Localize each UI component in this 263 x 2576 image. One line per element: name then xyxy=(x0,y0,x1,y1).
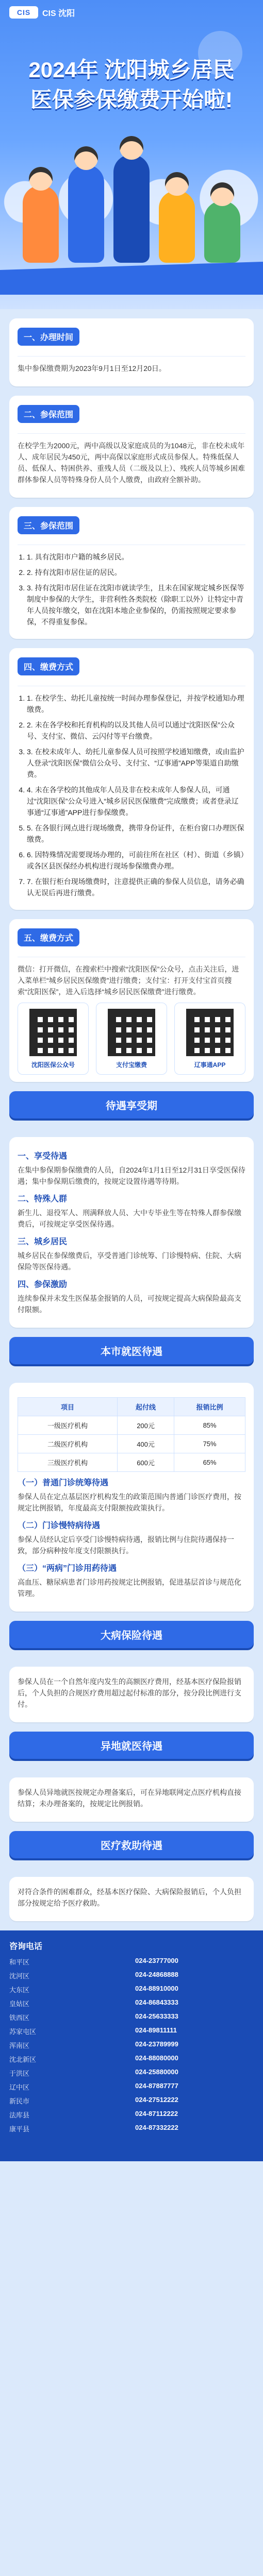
policy-card xyxy=(9,1137,254,1328)
table-row xyxy=(18,1435,245,1453)
benefit-table xyxy=(18,1397,245,1472)
brand-text: CIS 沈阳 xyxy=(42,9,75,18)
contact-value: 024-23789999 xyxy=(135,2040,178,2048)
title-line-2: 医保参保缴费开始啦! xyxy=(30,88,233,112)
content xyxy=(0,309,263,1082)
contact-key: 铁西区 xyxy=(9,2014,30,2022)
section-card xyxy=(9,396,254,498)
person-icon xyxy=(159,191,195,263)
page-title xyxy=(0,57,263,113)
policy-title: 一、享受待遇 xyxy=(18,1152,68,1161)
table-cell: 75% xyxy=(174,1435,245,1453)
benefit-card xyxy=(9,1383,254,1612)
section-banner: 异地就医待遇 xyxy=(9,1732,254,1759)
policy-title: 二、特殊人群 xyxy=(18,1195,68,1204)
person-head-icon xyxy=(74,146,98,170)
info-text: 对符合条件的困难群众，经基本医疗保险、大病保险报销后，个人负担部分按规定给予医疗救助。 xyxy=(18,1888,241,1907)
person-icon xyxy=(113,155,150,263)
benefit-text: 参保人员经认定后享受门诊慢特病待遇，报销比例与住院待遇保持一致，部分病种按年度支付限额执行。 xyxy=(18,1535,234,1555)
contact-value: 024-27512222 xyxy=(135,2096,178,2104)
contact-value: 024-87112222 xyxy=(135,2110,178,2117)
content xyxy=(0,1657,263,1722)
section-banner: 医疗救助待遇 xyxy=(9,1831,254,1858)
contact-key: 新民市 xyxy=(9,2097,30,2105)
table-row xyxy=(18,1453,245,1472)
footer-title: 咨询电话 xyxy=(9,1942,43,1951)
table-cell: 600元 xyxy=(117,1453,174,1472)
benefit-text: 高血压、糖尿病患者门诊用药按规定比例报销，促进基层首诊与规范化管理。 xyxy=(18,1578,241,1598)
list-item: 4. 4. 未在各学校的其他成年人员及非在校未成年人参保人员，可通过“沈阳医保”公众号进入“城乡居民医保缴费”完成缴费；或者登录辽事通“辽事通”APP进行参保缴费。 xyxy=(27,784,245,818)
section-card xyxy=(9,318,254,386)
table-cell: 二级医疗机构 xyxy=(18,1435,118,1453)
contact-value: 024-87332222 xyxy=(135,2124,178,2131)
section-text: 微信：打开微信，在搜索栏中搜索“沈阳医保”公众号，点击关注后，进入菜单栏“城乡居民医保缴费”进行缴费；支付宝：打开支付宝首页搜索“沈阳医保”，进入后选择“城乡居民医保缴费”进行缴费。 xyxy=(18,965,239,996)
person-head-icon xyxy=(29,167,53,191)
title-line-1: 2024年 沈阳城乡居民 xyxy=(28,58,235,82)
section-list xyxy=(18,692,245,899)
qr-card xyxy=(174,1003,245,1075)
qr-caption: 支付宝缴费 xyxy=(116,1061,147,1069)
contact-key: 辽中区 xyxy=(9,2083,30,2091)
policy-text: 连续参保并未发生医保基金报销的人员，可按规定提高大病保险最高支付限额。 xyxy=(18,1294,241,1314)
person-head-icon xyxy=(120,136,143,160)
table-header: 起付线 xyxy=(117,1398,174,1416)
table-header: 项目 xyxy=(18,1398,118,1416)
info-card xyxy=(9,1667,254,1722)
policy-text: 新生儿、退役军人、刑满释放人员、大中专毕业生等在特殊人群参保缴费后，可按规定享受医保待遇。 xyxy=(18,1209,241,1228)
table-row xyxy=(18,1416,245,1435)
qr-caption: 辽事通APP xyxy=(194,1061,226,1069)
info-text: 参保人员在一个自然年度内发生的高额医疗费用，经基本医疗保险报销后，个人负担的合规医疗费用超过起付标准的部分，按分段比例进行支付。 xyxy=(18,1677,241,1708)
section-card xyxy=(9,648,254,910)
qr-row xyxy=(18,1003,245,1075)
contact-value: 024-86843333 xyxy=(135,1998,178,2006)
section-list xyxy=(18,551,245,628)
content xyxy=(0,1868,263,1921)
content xyxy=(0,1128,263,1328)
table-header: 报销比例 xyxy=(174,1398,245,1416)
contact-key: 和平区 xyxy=(9,1958,30,1966)
benefit-title: （二）门诊慢特病待遇 xyxy=(18,1521,101,1530)
content xyxy=(0,1768,263,1822)
table-cell: 三级医疗机构 xyxy=(18,1453,118,1472)
table-cell: 400元 xyxy=(117,1435,174,1453)
contact-key: 于洪区 xyxy=(9,2070,30,2077)
section-banner: 待遇享受期 xyxy=(9,1091,254,1118)
qr-caption: 沈阳医保公众号 xyxy=(31,1061,75,1069)
section-tag: 二、参保范围 xyxy=(18,405,79,423)
benefit-title: （三）“两病”门诊用药待遇 xyxy=(18,1564,117,1573)
table-cell: 200元 xyxy=(117,1416,174,1435)
footer xyxy=(0,1930,263,2161)
header-hero xyxy=(0,0,263,309)
list-item: 1. 1. 具有沈阳市户籍的城乡居民。 xyxy=(27,551,245,563)
person-head-icon xyxy=(210,182,234,206)
list-item: 3. 3. 在校未成年人、幼托儿童参保人员可按照学校通知缴费，或由监护人登录“沈阳医保”微信公众号、支付宝、“辽事通”APP等渠道自助缴费。 xyxy=(27,746,245,780)
section-text: 在校学生为2000元，两中高级以及家庭成员的为1048元，非在校未成年人、成年居民为450元，两中高保以家庭形式成员参保人。特殊低保人员、低保人、特困供养、重残人员（二级及以上）、残疾人员等城乡困难群体参保人员等特殊身份人员个人缴费，由政府全额补助。 xyxy=(18,442,245,484)
section-banner: 大病保险待遇 xyxy=(9,1621,254,1648)
policy-text: 城乡居民在参保缴费后，享受普通门诊统筹、门诊慢特病、住院、大病保险等医保待遇。 xyxy=(18,1251,241,1271)
contact-value: 024-25633333 xyxy=(135,2012,178,2020)
policy-text: 在集中参保期参保缴费的人员，自2024年1月1日至12月31日享受医保待遇；集中参保期后缴费的，按规定设置待遇等待期。 xyxy=(18,1166,245,1185)
section-card xyxy=(9,507,254,639)
contact-key: 苏家屯区 xyxy=(9,2028,37,2036)
list-item: 6. 6. 因特殊情况需要现场办理的，可前往所在社区（村）、街道（乡镇）或各区县医保经办机构进行现场参保缴费办理。 xyxy=(27,849,245,872)
info-text: 参保人员异地就医按规定办理备案后，可在异地联网定点医疗机构直接结算；未办理备案的，按规定比例报销。 xyxy=(18,1788,241,1808)
qr-code-icon xyxy=(186,1009,234,1056)
policy-title: 四、参保激励 xyxy=(18,1280,68,1289)
table-cell: 85% xyxy=(174,1416,245,1435)
contact-grid xyxy=(9,1957,254,2133)
contact-key: 沈河区 xyxy=(9,1972,30,1980)
contact-value: 024-25880000 xyxy=(135,2068,178,2076)
benefit-title: （一）普通门诊统筹待遇 xyxy=(18,1479,109,1487)
table-cell: 65% xyxy=(174,1453,245,1472)
brand-logo: CIS xyxy=(9,6,38,19)
contact-value: 024-88080000 xyxy=(135,2054,178,2062)
family-illustration xyxy=(21,129,242,263)
brand xyxy=(9,6,75,19)
contact-value: 024-23777000 xyxy=(135,1957,178,1964)
section-tag: 五、缴费方式 xyxy=(18,928,79,946)
list-item: 5. 5. 在各银行网点进行现场缴费，携带身份证件，在柜台窗口办理医保缴费。 xyxy=(27,822,245,845)
contact-value: 024-87887777 xyxy=(135,2082,178,2090)
section-banner: 本市就医待遇 xyxy=(9,1337,254,1364)
contact-value: 024-24868888 xyxy=(135,1971,178,1978)
list-item: 7. 7. 在银行柜台现场缴费时，注意提供正确的参保人员信息，请务必确认无误后再进行缴费。 xyxy=(27,876,245,899)
contact-key: 皇姑区 xyxy=(9,2000,30,2008)
header-ribbon xyxy=(0,262,263,295)
list-item: 1. 1. 在校学生、幼托儿童按统一时间办理参保登记，并按学校通知办理缴费。 xyxy=(27,692,245,715)
person-head-icon xyxy=(165,172,189,196)
section-tag: 四、缴费方式 xyxy=(18,657,79,675)
person-icon xyxy=(23,185,59,263)
list-item: 2. 2. 持有沈阳市居住证的居民。 xyxy=(27,567,245,578)
contact-key: 大东区 xyxy=(9,1986,30,1994)
footer-spacer xyxy=(9,2133,254,2149)
info-card xyxy=(9,1777,254,1822)
list-item: 2. 2. 未在各学校和托育机构的以及其他人员可以通过“沈阳医保”公众号、支付宝、微信、云闪付等平台缴费。 xyxy=(27,719,245,742)
info-card xyxy=(9,1877,254,1921)
contact-key: 康平县 xyxy=(9,2125,30,2133)
contact-key: 沈北新区 xyxy=(9,2056,37,2063)
contact-value: 024-88910000 xyxy=(135,1985,178,1992)
section-text: 集中参保缴费期为2023年9月1日至12月20日。 xyxy=(18,364,166,372)
content xyxy=(0,1374,263,1612)
divider xyxy=(18,356,245,357)
table-cell: 一级医疗机构 xyxy=(18,1416,118,1435)
policy-title: 三、城乡居民 xyxy=(18,1238,68,1246)
qr-code-icon xyxy=(29,1009,77,1056)
person-icon xyxy=(204,201,240,263)
section-tag: 一、办理时间 xyxy=(18,328,79,346)
contact-key: 浑南区 xyxy=(9,2042,30,2049)
contact-value: 024-89811111 xyxy=(135,2026,177,2034)
benefit-text: 参保人员在定点基层医疗机构发生的政策范围内普通门诊医疗费用，按规定比例报销，年度最高支付限额按政策执行。 xyxy=(18,1493,241,1512)
divider xyxy=(18,433,245,434)
qr-card xyxy=(96,1003,167,1075)
qr-card xyxy=(18,1003,89,1075)
contact-key: 法库县 xyxy=(9,2111,30,2119)
qr-code-icon xyxy=(108,1009,155,1056)
section-card xyxy=(9,919,254,1082)
list-item: 3. 3. 持有沈阳市居住证在沈阳市就读学生，且未在国家规定城乡医保等制度中参保的大学生，非营利性各类院校（除职工以外）让特定中青年人员按年缴交，如在沈阳本地企业参保的，仍需按照规定要求参保，不得重复参保。 xyxy=(27,582,245,628)
section-tag: 三、参保范围 xyxy=(18,516,79,534)
person-icon xyxy=(68,165,104,263)
